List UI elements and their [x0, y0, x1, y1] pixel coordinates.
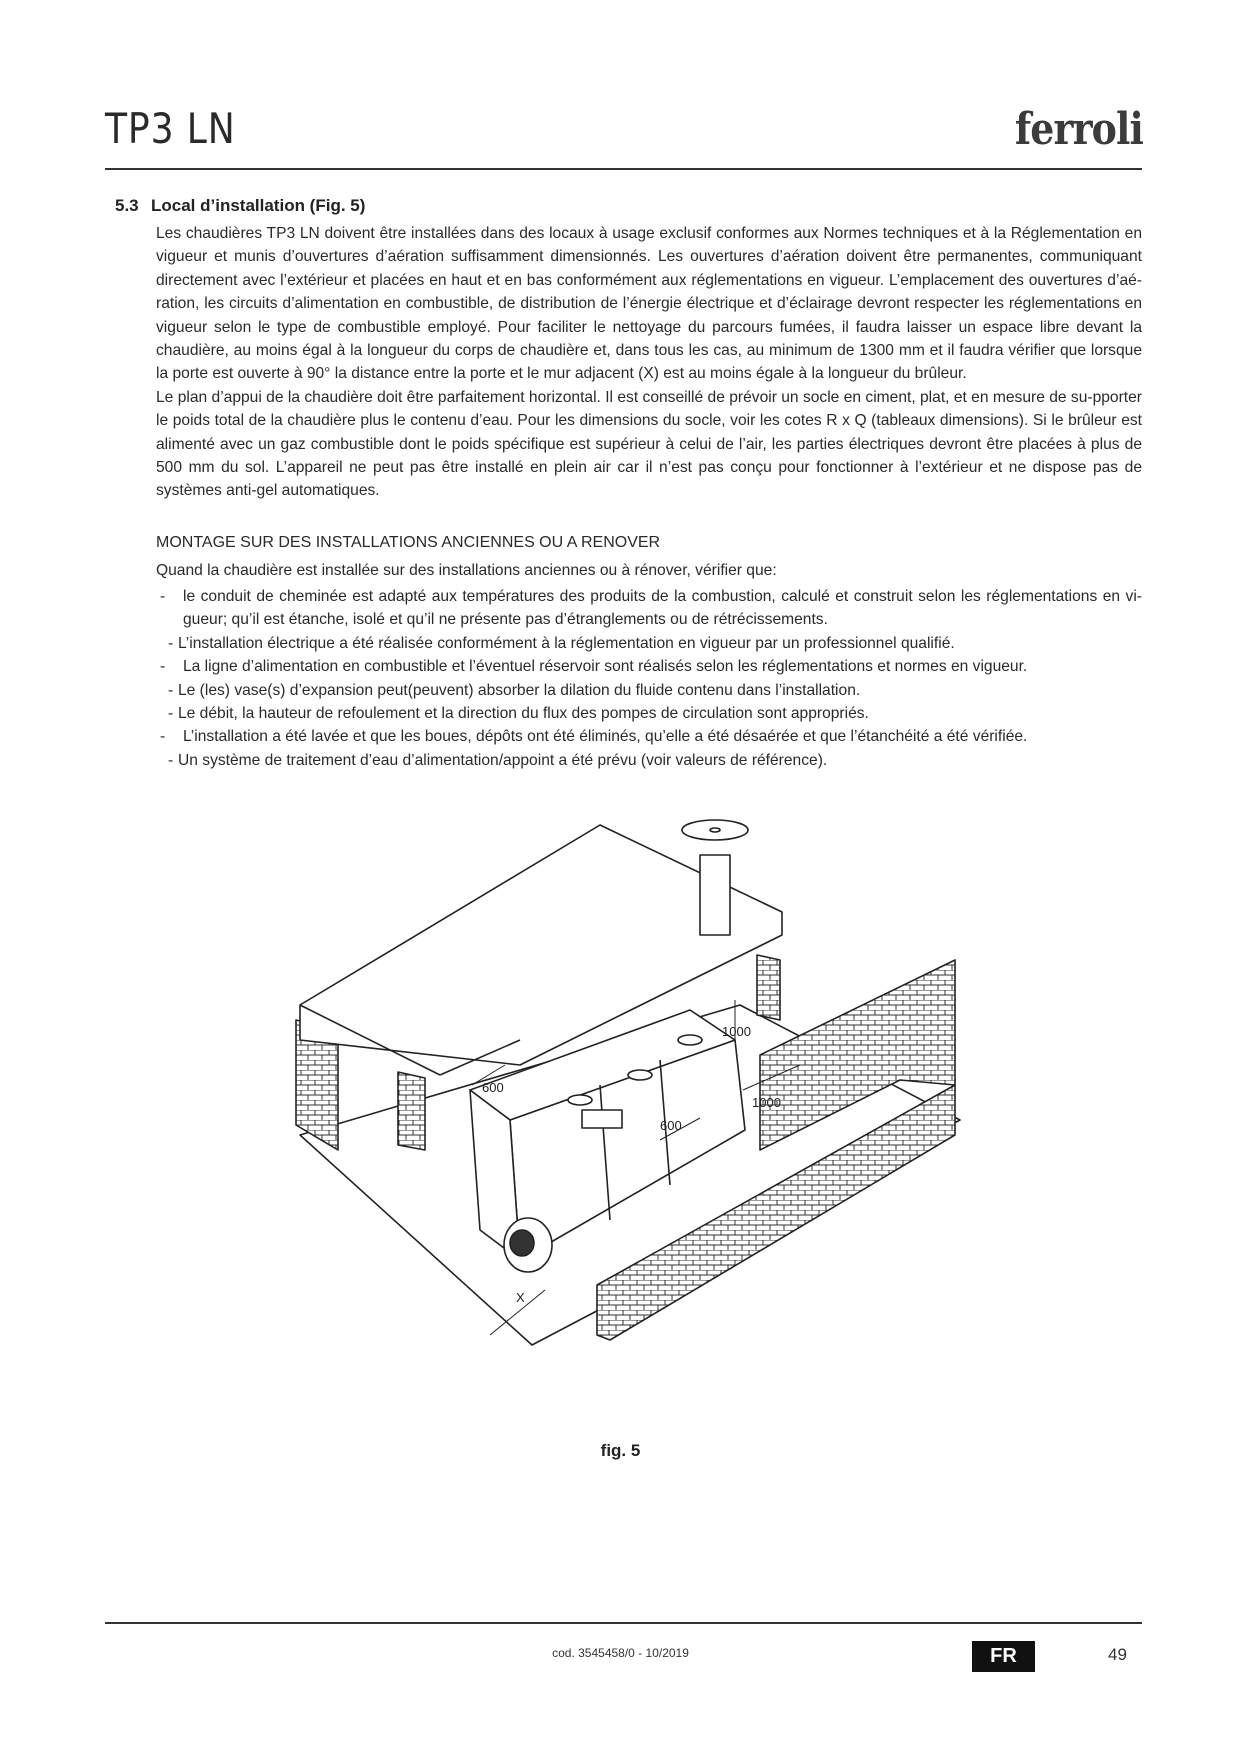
dimension-label-left: 600: [482, 1080, 504, 1095]
page-number: 49: [1108, 1645, 1127, 1664]
list-item: [156, 749, 1142, 772]
list-item-text: le conduit de cheminée est adapté aux températures des produits de la combustion, calculé et construit selon les réglementations en vi-gueur; qu’il est étanche, isolé et qu’il ne présente pas d’étranglements ou de rétrécissements.: [183, 588, 1142, 629]
section-heading: [115, 196, 365, 216]
montage-heading: MONTAGE SUR DES INSTALLATIONS ANCIENNES OU A RENOVER: [156, 534, 661, 551]
left-brick-pier: [398, 1072, 425, 1150]
list-dash: -: [168, 634, 174, 652]
list-dash: -: [160, 728, 166, 746]
boiler-outlet: [628, 1070, 652, 1080]
figure-caption: fig. 5: [600, 1441, 641, 1460]
list-item-text: La ligne d’alimentation en combustible et l’éventuel réservoir sont réalisés selon les réglementations et normes en vigueur.: [183, 658, 1028, 676]
section-number: 5.3: [115, 196, 139, 215]
paragraph-support: Le plan d’appui de la chaudière doit être parfaitement horizontal. Il est conseillé de prévoir un socle en ciment, plat, et en mesure de su-pporter le poids total de la chaudière plus le contenu d’eau. Pour les dimensions du socle, voir les cotes R x Q (tableaux dimensions). Si le brûleur est alimenté avec un gaz combustible dont le poids spécifique est supérieur à celui de l’air, les parties électriques devront être placées à plus de 500 mm du sol. L’appareil ne peut pas être installé en plein air car il n’est pas conçu pour fonctionner à l’extérieur et ne dispose pas de systèmes anti-gel automatiques.: [156, 388, 1142, 500]
list-dash: -: [160, 658, 166, 676]
list-item-text: L’installation a été lavée et que les boues, dépôts ont été éliminés, qu’elle a été désaérée et que l’étanchéité a été vérifiée.: [183, 728, 1028, 746]
control-panel: [582, 1110, 622, 1128]
boiler-room-figure: [290, 805, 1220, 1365]
list-item: [156, 632, 1142, 655]
section-body: [156, 222, 1142, 503]
language-badge: FR: [972, 1641, 1035, 1672]
list-item-text: Le (les) vase(s) d’expansion peut(peuvent) absorber la dilation du fluide contenu dans l’installation.: [178, 681, 861, 699]
document-code: cod. 3545458/0 - 10/2019: [552, 1646, 689, 1660]
list-item-text: Un système de traitement d’eau d’alimentation/appoint a été prévu (voir valeurs de référence).: [178, 751, 828, 769]
dimension-label-front: 600: [660, 1118, 682, 1133]
montage-intro: Quand la chaudière est installée sur des installations anciennes ou à rénover, vérifier que:: [156, 562, 777, 579]
list-item: [156, 702, 1142, 725]
list-item: [156, 679, 1142, 702]
boiler-outlet: [678, 1035, 702, 1045]
document-title: TP3 LN: [105, 104, 236, 153]
montage-checklist: [156, 585, 1142, 772]
burner-housing: [510, 1230, 534, 1256]
header-rule: [105, 168, 1142, 170]
list-item-text: Le débit, la hauteur de refoulement et la direction du flux des pompes de circulation sont appropriés.: [178, 705, 869, 723]
footer-rule: [105, 1622, 1142, 1624]
list-dash: -: [168, 705, 174, 723]
paragraph-installation: Les chaudières TP3 LN doivent être installées dans des locaux à usage exclusif conformes aux Normes techniques et à la Réglementation en vigueur et munis d’ouvertures d’aération suffisamment dimensionnés. Les ouvertures d’aération doivent être permanentes, communiquant directement avec l’extérieur et placées en haut et en bas conformément aux réglementations en vigueur. L’emplacement des ouvertures d’aé-ration, les circuits d’alimentation en combustible, de distribution de l’énergie électrique et d’éclairage devront respecter les réglementations en vigueur selon le type de combustible employé. Pour faciliter le nettoyage du parcours fumées, il faudra laisser un espace libre devant la chaudière, au moins égal à la longueur du corps de chaudière et, dans tous les cas, au minimum de 1300 mm et il faudra vérifier que lorsque la porte est ouverte à 90° la distance entre la porte et le mur adjacent (X) est au moins égale à la longueur du brûleur.: [156, 225, 1142, 383]
list-dash: -: [160, 588, 166, 605]
list-item: [156, 725, 1142, 748]
dimension-label-right: 1000: [752, 1095, 781, 1110]
list-item: [156, 655, 1142, 678]
dimension-label-top: 1000: [722, 1024, 751, 1039]
rear-brick-pier: [757, 955, 780, 1020]
list-item: [156, 585, 1142, 632]
ferroli-logo: ferroli: [1014, 104, 1143, 155]
chimney-cap: [682, 820, 748, 840]
boiler-room-drawing: [290, 805, 1220, 1365]
chimney-pipe: [700, 855, 730, 935]
list-dash: -: [168, 681, 174, 699]
list-dash: -: [168, 751, 174, 769]
section-title: Local d’installation (Fig. 5): [151, 196, 366, 215]
dimension-label-x: X: [516, 1290, 525, 1305]
list-item-text: L’installation électrique a été réalisée conformément à la réglementation en vigueur par un professionnel qualifié.: [178, 634, 955, 652]
boiler-outlet: [568, 1095, 592, 1105]
